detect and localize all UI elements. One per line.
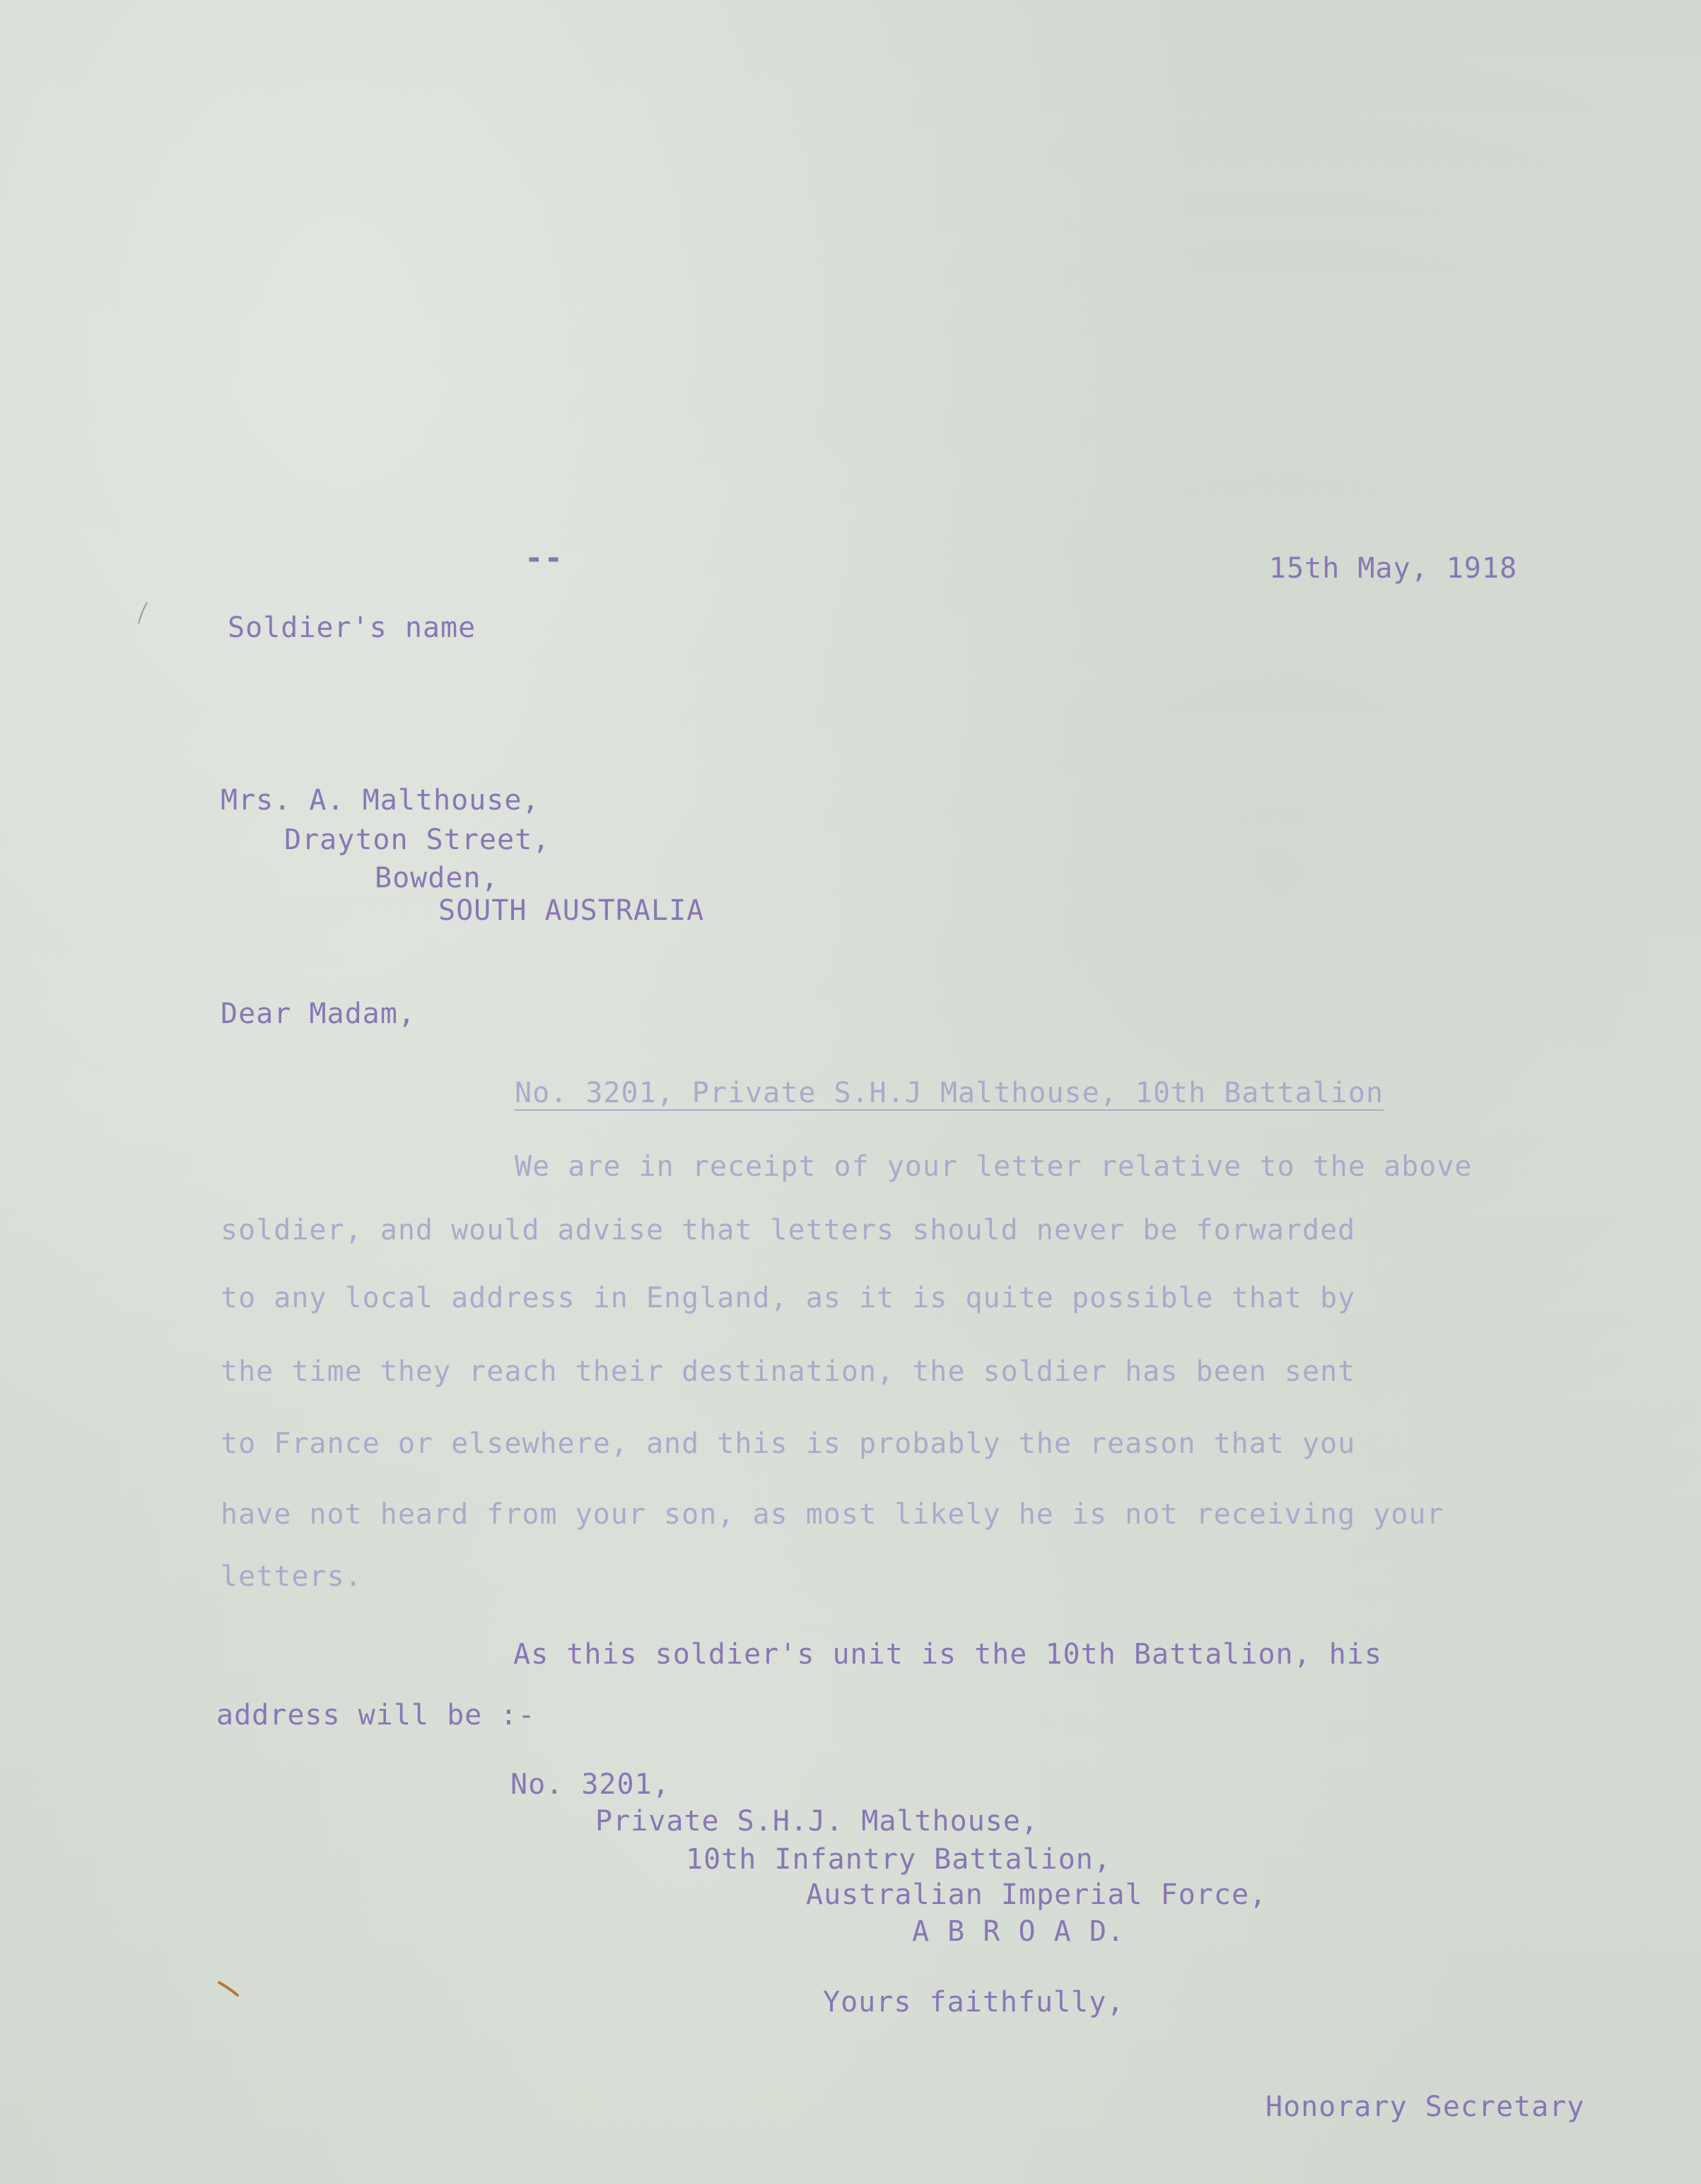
body-line-3: to any local address in England, as it is quite possible that by — [221, 1282, 1356, 1314]
body2-line-2: address will be :- — [216, 1699, 536, 1732]
margin-stain-mark — [216, 1978, 245, 1999]
address-line-5: A B R O A D. — [912, 1915, 1125, 1948]
subject-line: No. 3201, Private S.H.J Malthouse, 10th Battalion — [515, 1077, 1384, 1109]
salutation: Dear Madam, — [221, 998, 416, 1030]
top-mark: -- — [525, 540, 563, 576]
body-line-6: have not heard from your son, as most likely he is not receiving your — [221, 1498, 1444, 1531]
recipient-line-2: Drayton Street, — [284, 824, 551, 856]
body-line-2: soldier, and would advise that letters should never be forwarded — [221, 1214, 1356, 1246]
body-line-1: We are in receipt of your letter relative to the above — [515, 1150, 1473, 1183]
address-line-1: No. 3201, — [510, 1768, 670, 1801]
signature-title: Honorary Secretary — [1265, 2091, 1585, 2123]
address-line-4: Australian Imperial Force, — [806, 1879, 1268, 1911]
body-line-7: letters. — [221, 1560, 363, 1593]
body2-line-1: As this soldier's unit is the 10th Battalion, his — [513, 1638, 1383, 1671]
body-line-4: the time they reach their destination, the soldier has been sent — [221, 1355, 1356, 1388]
recipient-line-3: Bowden, — [375, 862, 499, 894]
recipient-line-4: SOUTH AUSTRALIA — [438, 894, 705, 927]
letter-date: 15th May, 1918 — [1269, 552, 1518, 585]
soldier-name-label: Soldier's name — [228, 612, 477, 644]
body-line-5: to France or elsewhere, and this is probably the reason that you — [221, 1427, 1356, 1460]
address-line-3: 10th Infantry Battalion, — [686, 1843, 1111, 1876]
recipient-line-1: Mrs. A. Malthouse, — [221, 784, 540, 817]
margin-tick-mark — [133, 600, 154, 628]
closing: Yours faithfully, — [823, 1986, 1125, 2019]
address-line-2: Private S.H.J. Malthouse, — [595, 1805, 1039, 1838]
